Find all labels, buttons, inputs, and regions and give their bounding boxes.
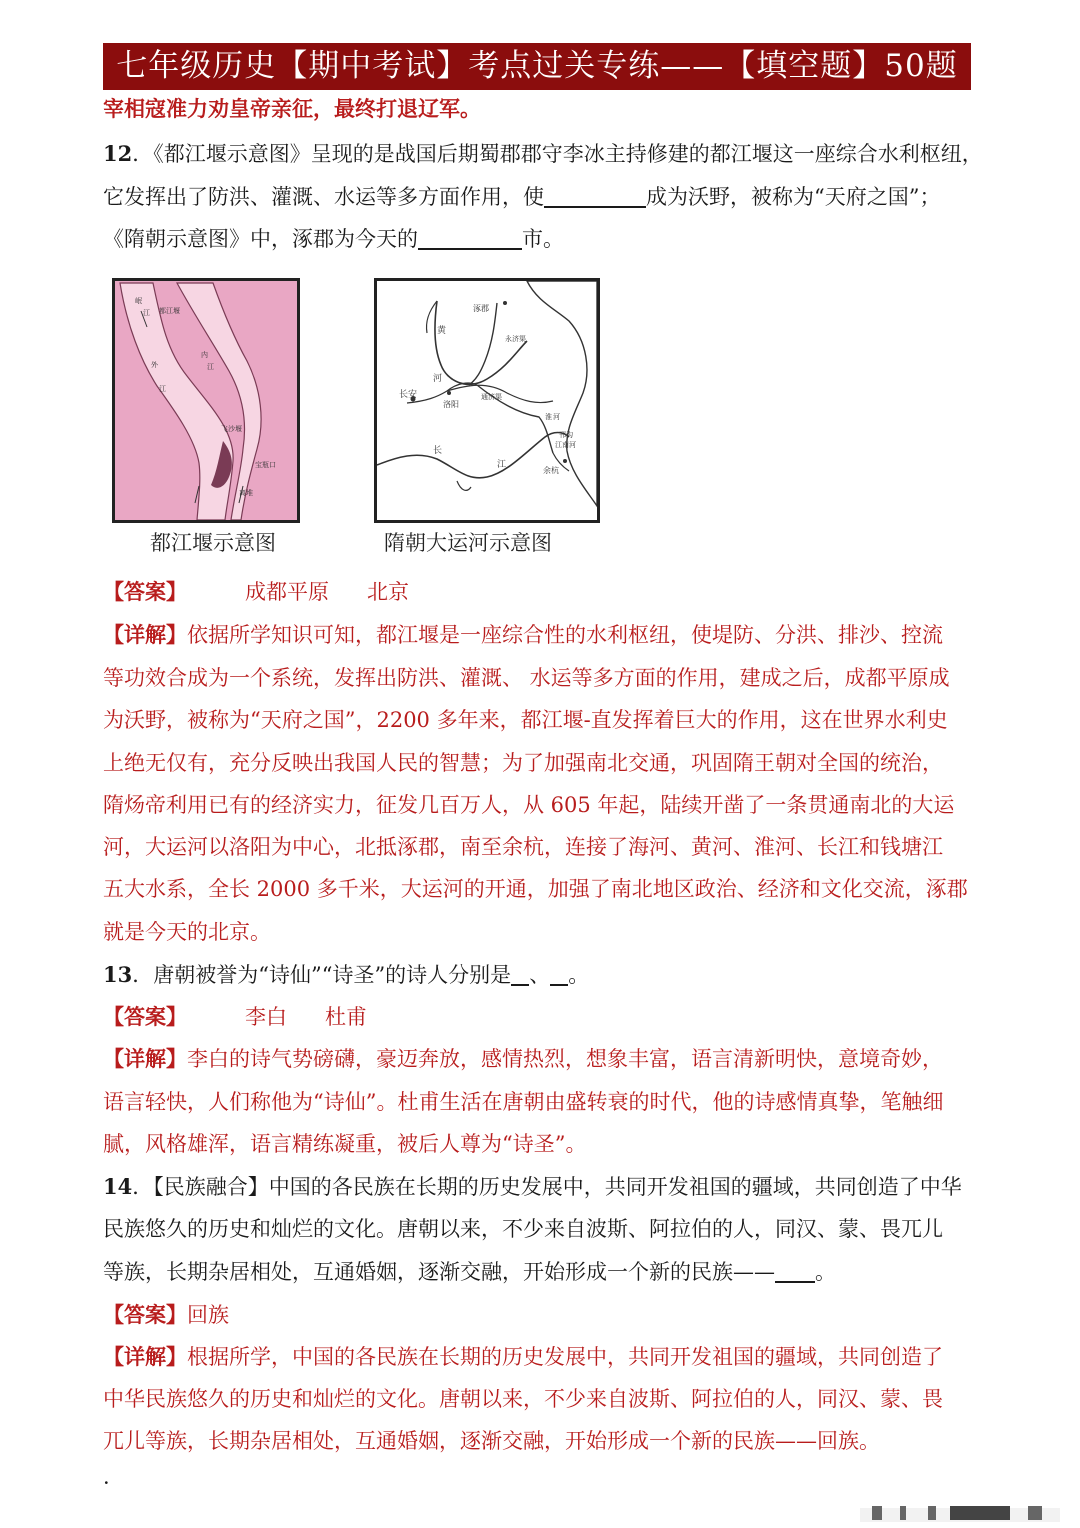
question-text: 等族，长期杂居相处，互通婚姻，逐渐交融，开始形成一个新的民族——: [103, 1260, 775, 1284]
grand-canal-map-drawing: [377, 281, 597, 520]
answer-value: 杜甫: [325, 1005, 367, 1029]
figure-caption: 隋朝大运河示意图: [384, 531, 552, 555]
map-label: 淮: [545, 413, 552, 421]
detail-12-line: 等功效合成为一个系统，发挥出防洪、灌溉、 水运等多方面的作用，建成之后，成都平原成: [103, 666, 950, 690]
question-14-line-1: [103, 1166, 983, 1208]
detail-13-line: 腻，风格雄浑，语言精练凝重，被后人尊为“诗圣”。: [103, 1132, 587, 1156]
question-text: 《隋朝示意图》中，涿郡为今天的: [103, 227, 418, 251]
map-label: 河: [553, 413, 560, 421]
question-text: ．《都江堰示意图》呈现的是战国后期蜀郡郡守李冰主持修建的都江堰这一座综合水利枢纽，: [132, 142, 983, 166]
answer-tag: 【答案】: [103, 1302, 187, 1327]
answer-blank[interactable]: [550, 958, 568, 986]
question-text: 成为沃野，被称为“天府之国”；: [646, 185, 941, 209]
detail-13-line: 语言轻快，人们称他为“诗仙”。杜甫生活在唐朝由盛转衰的时代，他的诗感情真挚，笔触细: [103, 1090, 944, 1114]
map-label: 内: [201, 351, 208, 359]
answer-value: 成都平原: [245, 580, 329, 604]
answer-blank[interactable]: [511, 958, 529, 986]
map-label: 岷: [135, 297, 142, 305]
answer-value: 北京: [367, 580, 409, 604]
map-label: 余杭: [543, 466, 559, 475]
dujiangyan-map-drawing: [115, 281, 297, 520]
map-label: 通济渠: [481, 393, 502, 401]
map-label: 黄: [437, 326, 447, 336]
map-label: 涿郡: [473, 304, 489, 313]
map-label: 江: [207, 363, 214, 371]
detail-12-line: 五大水系，全长 2000 多千米，大运河的开通，加强了南北地区政治、经济和文化交流，涿郡: [103, 877, 968, 901]
dujiangyan-map: [112, 278, 300, 523]
answer-tag: 【答案】: [103, 579, 187, 604]
detail-tag: 【详解】: [103, 1344, 187, 1369]
map-label: 离堆: [239, 489, 253, 497]
detail-12-line: 为沃野，被称为“天府之国”，2200 多年来，都江堰-直发挥着巨大的作用，这在世界水利史: [103, 708, 948, 732]
map-label: 江: [497, 460, 507, 470]
detail-text: 依据所学知识可知，都江堰是一座综合性的水利枢纽，使堤防、分洪、排沙、控流: [187, 623, 943, 647]
map-label: 江: [159, 385, 166, 393]
map-label: 永济渠: [505, 335, 526, 343]
question-12-line-2: [103, 176, 983, 218]
footer-dot: ·: [103, 1471, 110, 1495]
map-label: 河: [433, 374, 443, 384]
detail-text: 李白的诗气势磅礴，豪迈奔放，感情热烈，想象丰富，语言清新明快，意境奇妙，: [187, 1047, 943, 1071]
map-label: 宝瓶口: [255, 461, 276, 469]
question-13: [103, 954, 983, 996]
question-14-line-3: [103, 1251, 983, 1293]
figure-caption: 都江堰示意图: [150, 531, 276, 555]
detail-12-line: 隋炀帝利用已有的经济实力，征发几百万人，从 605 年起，陆续开凿了一条贯通南北的大运: [103, 793, 955, 817]
question-number: 13: [103, 962, 133, 987]
question-text: 。: [568, 963, 590, 987]
question-12-line-3: [103, 218, 983, 260]
answer-blank[interactable]: [775, 1255, 815, 1283]
question-text: ．唐朝被誉为“诗仙”“诗圣”的诗人分别是: [132, 963, 512, 987]
map-label: 都江堰: [159, 307, 180, 315]
detail-14-line: 兀儿等族，长期杂居相处，互通婚姻，逐渐交融，开始形成一个新的民族——回族。: [103, 1429, 880, 1453]
question-14-line-2: 民族悠久的历史和灿烂的文化。唐朝以来，不少来自波斯、阿拉伯的人，同汉、蒙、畏兀儿: [103, 1217, 943, 1241]
question-text: ．【民族融合】中国的各民族在长期的历史发展中，共同开发祖国的疆域，共同创造了中华: [132, 1175, 962, 1199]
map-label: 飞沙堰: [221, 425, 242, 433]
question-text: 、: [529, 963, 551, 987]
grand-canal-map: [374, 278, 600, 523]
detail-14-line: 中华民族悠久的历史和灿烂的文化。唐朝以来，不少来自波斯、阿拉伯的人，同汉、蒙、畏: [103, 1387, 943, 1411]
detail-13-line: [103, 1038, 983, 1080]
answer-tag: 【答案】: [103, 1004, 187, 1029]
question-number: 14: [103, 1174, 133, 1199]
answer-blank[interactable]: [544, 180, 646, 208]
scan-artifact: [860, 1504, 1060, 1522]
answer-value: 回族: [187, 1303, 229, 1327]
map-label: 长: [433, 446, 443, 456]
map-label: 邗沟: [559, 431, 573, 439]
detail-12-line: 就是今天的北京。: [103, 920, 271, 944]
page-title: 七年级历史【期中考试】考点过关专练——【填空题】50题: [103, 43, 971, 90]
question-number: 12: [103, 141, 133, 166]
answer-13: [103, 996, 983, 1038]
detail-tag: 【详解】: [103, 1046, 187, 1071]
map-label: 江南河: [555, 441, 576, 449]
question-12-line-1: [103, 133, 983, 175]
answer-blank[interactable]: [418, 222, 522, 250]
answer-12: [103, 571, 983, 613]
detail-12-line: 河，大运河以洛阳为中心，北抵涿郡，南至余杭，连接了海河、黄河、淮河、长江和钱塘江: [103, 835, 943, 859]
question-text: 它发挥出了防洪、灌溉、水运等多方面作用，使: [103, 185, 544, 209]
answer-14: [103, 1294, 983, 1336]
detail-text: 根据所学，中国的各民族在长期的历史发展中，共同开发祖国的疆域，共同创造了: [187, 1345, 943, 1369]
carryover-text: 宰相寇准力劝皇帝亲征，最终打退辽军。: [103, 96, 481, 121]
map-label: 洛阳: [443, 400, 459, 409]
map-label: 外: [151, 361, 158, 369]
detail-tag: 【详解】: [103, 622, 187, 647]
question-text: 。: [815, 1260, 836, 1284]
question-text: 市。: [522, 227, 564, 251]
detail-12-line: 上绝无仅有，充分反映出我国人民的智慧；为了加强南北交通，巩固隋王朝对全国的统治，: [103, 751, 943, 775]
detail-12-line: [103, 614, 983, 656]
answer-value: 李白: [245, 1005, 287, 1029]
detail-14-line: [103, 1336, 983, 1378]
map-label: 长安: [399, 390, 418, 400]
map-label: 江: [143, 309, 150, 317]
